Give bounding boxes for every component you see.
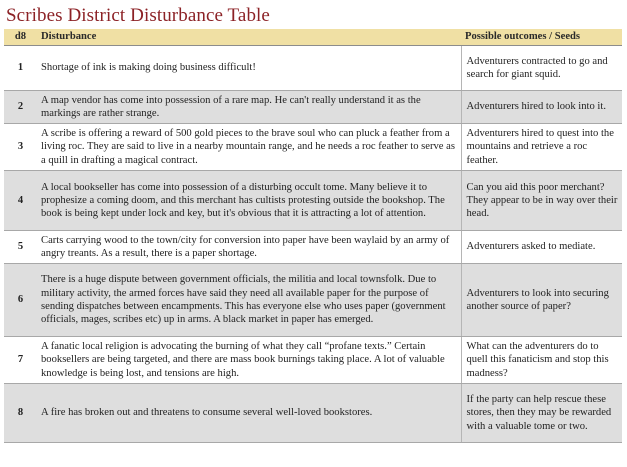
- outcome-cell: Adventurers asked to mediate.: [461, 231, 622, 264]
- roll-cell: 6: [4, 264, 37, 337]
- outcome-cell: If the party can help rescue these stores, then they may be rewarded with a valuable tome or two.: [461, 384, 622, 443]
- disturbance-cell: A map vendor has come into possession of a rare map. He can't really understand it as the markings are rather strange.: [37, 91, 461, 124]
- table-row: [4, 46, 622, 91]
- disturbance-cell: Shortage of ink is making doing business difficult!: [37, 46, 461, 91]
- table-header-row: [4, 29, 622, 46]
- roll-cell: 8: [4, 384, 37, 443]
- table-row: [4, 264, 622, 337]
- disturbance-cell: A fanatic local religion is advocating the burning of what they call “profane texts.” Certain booksellers are being targeted, and there are mass book burnings taking place. A lot of valuable knowledge is being lost, and tensions are high.: [37, 337, 461, 384]
- page-title: Scribes District Disturbance Table: [6, 5, 270, 26]
- outcome-cell: Adventurers hired to look into it.: [461, 91, 622, 124]
- header-roll: d8: [4, 29, 37, 46]
- table-row: [4, 231, 622, 264]
- table-row: [4, 124, 622, 171]
- outcome-cell: Adventurers hired to quest into the mountains and retrieve a roc feather.: [461, 124, 622, 171]
- disturbance-cell: Carts carrying wood to the town/city for conversion into paper have been waylaid by an army of angry treants. As a result, there is a paper shortage.: [37, 231, 461, 264]
- outcome-cell: Can you aid this poor merchant? They appear to be in way over their head.: [461, 171, 622, 231]
- disturbance-cell: A scribe is offering a reward of 500 gold pieces to the brave soul who can pluck a feather from a living roc. They are said to live in a nearby mountain range, and he needs a roc feather to serve as a quill in drafting a magical contract.: [37, 124, 461, 171]
- disturbance-table: [4, 29, 622, 443]
- header-outcomes: Possible outcomes / Seeds: [461, 29, 622, 46]
- header-disturbance: Disturbance: [37, 29, 461, 46]
- roll-cell: 5: [4, 231, 37, 264]
- disturbance-cell: There is a huge dispute between government officials, the militia and local townsfolk. Due to military activity, the armed forces have said they need all available paper for the purpose of sending dispatches between encampments. This has everyone else who uses paper (government officials, mages, scribes etc) up in arms. A black market in paper has emerged.: [37, 264, 461, 337]
- disturbance-cell: A local bookseller has come into possession of a disturbing occult tome. Many believe it to prophesize a coming doom, and this merchant has cultists protesting outside the bookshop. The book is being kept under lock and key, but it's obvious that it is attracting a lot of attention.: [37, 171, 461, 231]
- table-row: [4, 337, 622, 384]
- disturbance-cell: A fire has broken out and threatens to consume several well-loved bookstores.: [37, 384, 461, 443]
- outcome-cell: Adventurers to look into securing another source of paper?: [461, 264, 622, 337]
- roll-cell: 1: [4, 46, 37, 91]
- table-row: [4, 91, 622, 124]
- outcome-cell: What can the adventurers do to quell this fanaticism and stop this madness?: [461, 337, 622, 384]
- outcome-cell: Adventurers contracted to go and search for giant squid.: [461, 46, 622, 91]
- table-row: [4, 171, 622, 231]
- roll-cell: 7: [4, 337, 37, 384]
- table-row: [4, 384, 622, 443]
- roll-cell: 4: [4, 171, 37, 231]
- roll-cell: 2: [4, 91, 37, 124]
- roll-cell: 3: [4, 124, 37, 171]
